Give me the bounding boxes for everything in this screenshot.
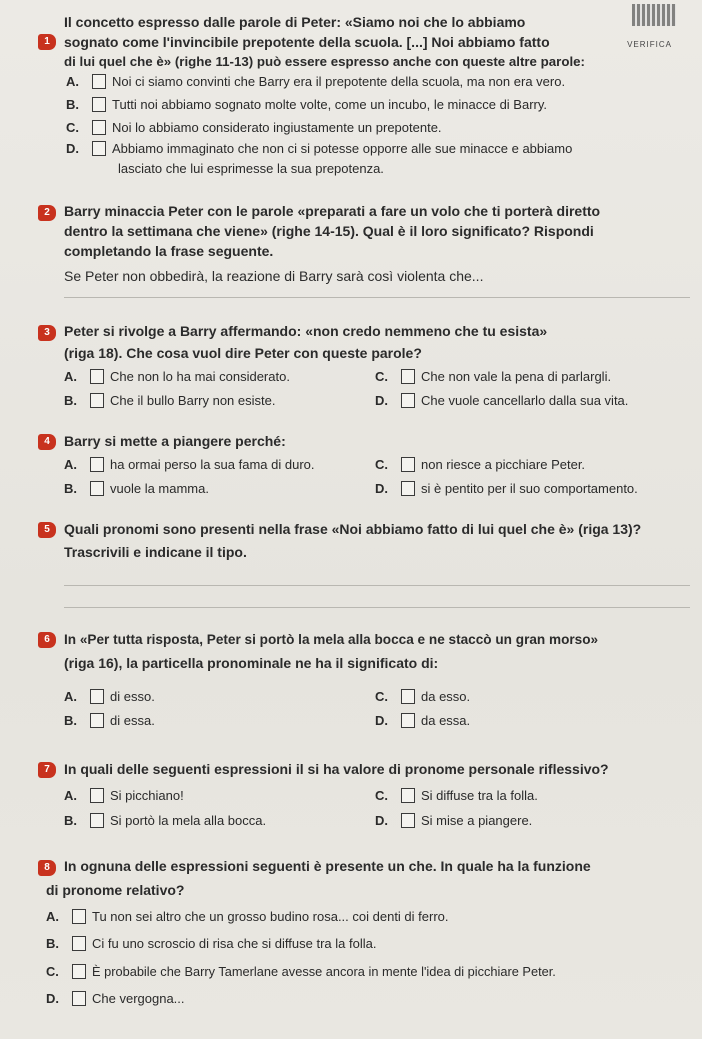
checkbox[interactable] bbox=[90, 713, 104, 728]
question-8-stem: In ognuna delle espressioni seguenti è presente un che. In quale ha la funzione bbox=[64, 858, 591, 874]
option-d[interactable]: D. da essa. bbox=[375, 713, 471, 728]
option-a[interactable]: A. Noi ci siamo convinti che Barry era il prepotente della scuola, ma non era vero. bbox=[66, 74, 566, 89]
checkbox[interactable] bbox=[90, 393, 104, 408]
option-d[interactable]: D. Che vuole cancellarlo dalla sua vita. bbox=[375, 393, 629, 408]
checkbox[interactable] bbox=[92, 141, 106, 156]
checkbox[interactable] bbox=[90, 481, 104, 496]
option-a[interactable]: A. di esso. bbox=[64, 689, 155, 704]
answer-line[interactable] bbox=[64, 585, 690, 586]
option-a[interactable]: A. Tu non sei altro che un grosso budino rosa... coi denti di ferro. bbox=[46, 909, 449, 924]
option-b[interactable]: B. Tutti noi abbiamo sognato molte volte, come un incubo, le minacce di Barry. bbox=[66, 97, 547, 112]
question-3-stem: Peter si rivolge a Barry affermando: «non credo nemmeno che tu esista» bbox=[64, 323, 548, 339]
checkbox[interactable] bbox=[401, 481, 415, 496]
checkbox[interactable] bbox=[90, 457, 104, 472]
question-2-stem: Barry minaccia Peter con le parole «preparati a fare un volo che ti porterà diretto bbox=[64, 203, 601, 219]
question-number: 4 bbox=[38, 434, 56, 450]
checkbox[interactable] bbox=[92, 97, 106, 112]
checkbox[interactable] bbox=[72, 909, 86, 924]
question-7-stem: In quali delle seguenti espressioni il si ha valore di pronome personale riflessivo? bbox=[64, 761, 609, 777]
question-5-stem: Quali pronomi sono presenti nella frase «Noi abbiamo fatto di lui quel che è» (riga 13)? bbox=[64, 521, 642, 537]
checkbox[interactable] bbox=[72, 964, 86, 979]
option-d[interactable]: D. Si mise a piangere. bbox=[375, 813, 533, 828]
question-number: 3 bbox=[38, 325, 56, 341]
qr-code-icon bbox=[632, 4, 676, 26]
question-number: 7 bbox=[38, 762, 56, 778]
question-4-stem: Barry si mette a piangere perché: bbox=[64, 433, 286, 449]
checkbox[interactable] bbox=[92, 74, 106, 89]
question-number: 8 bbox=[38, 860, 56, 876]
option-c[interactable]: C. È probabile che Barry Tamerlane avesse ancora in mente l'idea di picchiare Peter. bbox=[46, 964, 556, 979]
option-a[interactable]: A. Si picchiano! bbox=[64, 788, 184, 803]
checkbox[interactable] bbox=[90, 369, 104, 384]
option-d[interactable]: D. Che vergogna... bbox=[46, 991, 185, 1006]
question-number: 6 bbox=[38, 632, 56, 648]
answer-line[interactable] bbox=[64, 297, 690, 298]
checkbox[interactable] bbox=[90, 689, 104, 704]
checkbox[interactable] bbox=[401, 689, 415, 704]
question-number: 1 bbox=[38, 34, 56, 50]
option-c[interactable]: C. Si diffuse tra la folla. bbox=[375, 788, 538, 803]
option-c[interactable]: C. da esso. bbox=[375, 689, 471, 704]
question-number: 5 bbox=[38, 522, 56, 538]
option-c[interactable]: C. non riesce a picchiare Peter. bbox=[375, 457, 586, 472]
checkbox[interactable] bbox=[401, 788, 415, 803]
checkbox[interactable] bbox=[401, 813, 415, 828]
option-c[interactable]: C. Che non vale la pena di parlargli. bbox=[375, 369, 612, 384]
answer-line[interactable] bbox=[64, 607, 690, 608]
worksheet-page: VERIFICA 1 Il concetto espresso dalle parole di Peter: «Siamo noi che lo abbiamo sognato come l'invincibile prepotente della scuola. [...] Noi abbiamo fatto di lui quel che è» (righe 11-13) può essere espresso anche con queste altre parole: A. Noi ci siamo convinti che Barry era il prepotente della scuola, ma non era vero. B. Tutti noi abbiamo sognato molte volte, come un incubo, le minacce di Barry. C. Noi lo abbiamo considerato ingiustamente un prepotente. D. Abbiamo immaginato che non ci si potesse opporre alle sue minacce e abbiamo lasciato che lui esprimesse la sua prepotenza. 2 Barry minaccia Peter con le parole «preparati a fare un volo che ti porterà diretto dentro la settimana che viene» (righe 14-15). Qual è il loro significato? Rispondi completando la frase seguente. Se Peter non obbedirà, la reazione di Barry sarà così violenta che... 3 Peter si rivolge a Barry affermando: «non credo nemmeno che tu esista» (riga 18). Che cosa vuol dire Peter con queste parole? A. Che non lo ha mai considerato. B. Che il bullo Barry non esiste. C. Che non vale la pena di parlargli. D. Che vuole cancellarlo dalla sua vita. 4 Barry si mette a piangere perché: A. ha ormai perso la sua fama di duro. B. vuole la mamma. C. non riesce a picchiare Peter. D. si è pentito per il suo comportamento. 5 Quali pronomi sono presenti nella frase «Noi abbiamo fatto di lui quel che è» (riga 13)? Trascrivili e indicane il tipo. 6 In «Per tutta risposta, Peter si portò la mela alla bocca e ne staccò un gran morso» (riga 16), la particella pronominale ne ha il significato di: A. di esso. B. di essa. C. da esso. D. da essa. 7 In quali delle seguenti espressioni il si ha valore di pronome personale riflessivo? A. Si picchiano! B. Si portò la mela alla bocca. C. Si diffuse tra la folla. D. Si mise a piangere. 8 In ognuna delle espressioni seguenti è presente un che. In quale ha la funzione di pronome relativo? A. Tu non sei altro che un grosso budino rosa... coi denti di ferro. B. Ci fu uno scroscio di risa che si diffuse tra la folla. C. È probabile che Barry Tamerlane avesse ancora in mente l'idea di picchiare Peter. D. Che vergogna... bbox=[0, 0, 702, 1039]
checkbox[interactable] bbox=[401, 369, 415, 384]
question-6-stem: In «Per tutta risposta, Peter si portò la mela alla bocca e ne staccò un gran morso» bbox=[64, 632, 599, 647]
checkbox[interactable] bbox=[72, 936, 86, 951]
checkbox[interactable] bbox=[401, 457, 415, 472]
option-c[interactable]: C. Noi lo abbiamo considerato ingiustamente un prepotente. bbox=[66, 120, 442, 135]
option-b[interactable]: B. di essa. bbox=[64, 713, 155, 728]
option-d[interactable]: D. Abbiamo immaginato che non ci si potesse opporre alle sue minacce e abbiamo bbox=[66, 141, 573, 156]
checkbox[interactable] bbox=[90, 788, 104, 803]
verifica-badge: VERIFICA bbox=[627, 40, 672, 49]
option-a[interactable]: A. Che non lo ha mai considerato. bbox=[64, 369, 290, 384]
option-b[interactable]: B. Ci fu uno scroscio di risa che si diffuse tra la folla. bbox=[46, 936, 377, 951]
option-b[interactable]: B. Che il bullo Barry non esiste. bbox=[64, 393, 276, 408]
checkbox[interactable] bbox=[401, 713, 415, 728]
option-d[interactable]: D. si è pentito per il suo comportamento. bbox=[375, 481, 638, 496]
checkbox[interactable] bbox=[90, 813, 104, 828]
option-b[interactable]: B. Si portò la mela alla bocca. bbox=[64, 813, 267, 828]
question-number: 2 bbox=[38, 205, 56, 221]
question-1-stem: Il concetto espresso dalle parole di Peter: «Siamo noi che lo abbiamo bbox=[64, 14, 526, 30]
checkbox[interactable] bbox=[72, 991, 86, 1006]
checkbox[interactable] bbox=[401, 393, 415, 408]
option-a[interactable]: A. ha ormai perso la sua fama di duro. bbox=[64, 457, 315, 472]
option-b[interactable]: B. vuole la mamma. bbox=[64, 481, 209, 496]
checkbox[interactable] bbox=[92, 120, 106, 135]
